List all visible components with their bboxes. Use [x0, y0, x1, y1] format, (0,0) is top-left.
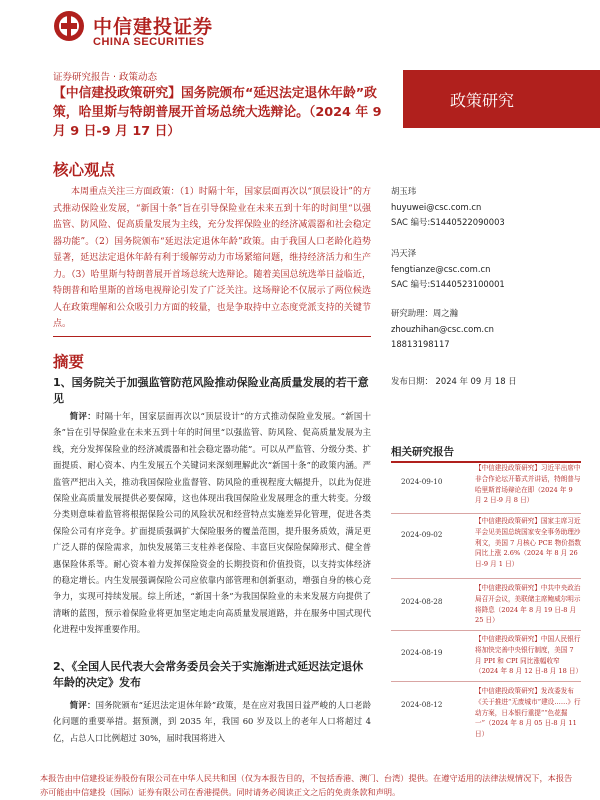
related-report-item[interactable]: [391, 583, 591, 627]
analyst-email[interactable]: fengtianze@csc.com.cn: [391, 263, 491, 274]
summary-section-2-body: 国务院颁布“延迟法定退休年龄”政策，是在应对我国日益严峻的人口老龄化问题的重要举措。据预测，到 2035 年，我国 60 岁及以上的老年人口将超过 4亿，占总人口比例超过 30%，届时我国将进入: [53, 700, 372, 743]
core-view-heading: 核心观点: [53, 161, 116, 179]
publish-date: 发布日期： 2024 年 09 月 18 日: [391, 376, 517, 386]
related-report-divider: [391, 578, 581, 579]
related-report-item[interactable]: [391, 463, 591, 507]
related-report-item[interactable]: [391, 686, 591, 739]
summary-section-1-text: [53, 408, 371, 638]
assistant-email[interactable]: zhouzhihan@csc.com.cn: [391, 323, 494, 334]
logo-text-cn: 中信建投证券: [93, 16, 214, 38]
analyst-email[interactable]: huyuwei@csc.com.cn: [391, 201, 482, 212]
related-report-title[interactable]: 【中信建投政策研究】发改委发布《关于推进“无废城市”建设……》行动方案，日本银行重提““色花掘一”（2024 年 8 月 05 日-8 月 11 日）: [475, 687, 581, 739]
category-banner-label: 政策研究: [450, 91, 515, 110]
related-report-title[interactable]: 【中信建投政策研究】中共中央政治局召开会议，美联储主席鲍威尔明示将降息（2024 年 8 月 19 日-8 月 25 日）: [475, 584, 581, 625]
company-logo: [53, 8, 223, 52]
assistant-phone: 18813198117: [391, 339, 450, 349]
related-report-title[interactable]: 【中信建投政策研究】中国人民银行将加快完善中央银行制度，美国 7 月 PPI 和 CPI 同比涨幅收窄（2024 年 8 月 12 日-8 月 18 日）: [475, 635, 583, 676]
related-report-divider: [391, 630, 581, 631]
assistant-name: 研究助理：周之瀚: [391, 308, 458, 318]
summary-section-2-heading: 2、《全国人民代表大会常务委员会关于实施渐进式延迟法定退休年龄的决定》发布: [53, 660, 364, 689]
section-divider: [53, 336, 371, 337]
analyst-name: 冯天泽: [391, 248, 417, 258]
analyst-block: [391, 184, 505, 231]
related-report-date: 2024-09-10: [401, 477, 443, 486]
related-report-divider: [391, 513, 581, 514]
summary-heading: 摘要: [53, 353, 85, 371]
comment-lead: 简评：: [69, 700, 96, 710]
related-report-date: 2024-09-02: [401, 530, 443, 539]
summary-section-2-text: [53, 697, 371, 746]
core-view-text: 本周重点关注三方面政策：（1）时隔十年，国家层面再次以“顶层设计”的方式推动保险业发展，“新国十条”旨在引导保险业在未来五到十年的时间里“以强监管、防风险、促高质量发展为主线，充分发挥保险业的经济减震器和社会稳定器功能”。（2）国务院颁布“延迟法定退休年龄”政策。由于我国人口老龄化趋势显著，延迟法定退休年龄有利于缓解劳动力市场紧缩问题，维持经济活力和生产力。（3）哈里斯与特朗普展开首场总统大选辩论。随着美国总统选举日益临近，特朗普和哈里斯的首场电视辩论引发了广泛关注。这场辩论不仅展示了两位候选人在政策理解和公众吸引力方面的较量，也是争取持中立态度党派支持的关键节点。: [53, 187, 371, 329]
related-report-title[interactable]: 【中信建投政策研究】国家主席习近平会见美国总统国家安全事务助理沙利文，美国 7 月核心 PCE 物价指数同比上涨 2.6%（2024 年 8 月 26 日-9 月 1 日）: [475, 517, 581, 569]
related-report-date: 2024-08-12: [401, 700, 443, 709]
related-report-item[interactable]: [391, 634, 591, 678]
summary-section-1-body: 时隔十年，国家层面再次以“顶层设计”的方式推动保险业发展。“新国十条”旨在引导保险业在未来五到十年的时间里“以强监管、防风险、促高质量发展为主线，充分发挥保险业的经济减震器和社会稳定器功能”。可以从严监管、分级分类、扩面提质、耐心资本、内生发展五个关键词来深刻理解此次“新国十条”的政策内涵。严监管严把出入关，推动我国保险业监督管、防风险的重视程度大幅提升，以此为促进保险业高质量发展提供必要保障，这也体现出我国保险业发展理念的重大转变。分级分类则意味着监管将根据保险公司的风险状况和经营特点实施差异化管理，促进各类保险公司有序竞争。扩面提质强调扩大保险服务的覆盖范围，提升服务质效，满足更广泛人群的保险需求，加快发展第三支柱养老保险、丰富巨灾保险保障形式、健全普惠保险体系等。耐心资本着力发挥保险资金的长期投资和价值投资，以支持实体经济的稳定增长。内生发展强调保险公司应依靠内部管理和创新驱动，增强自身的核心竞争力，实现可持续发展。综上所述，“新国十条”为我国保险业的未来发展方向提供了清晰的蓝图，预示着保险业将更加坚定地走向高质量发展道路，并在服务中国式现代化进程中发挥重要作用。: [53, 411, 372, 635]
related-reports-heading: 相关研究报告: [391, 446, 454, 458]
related-report-item[interactable]: [391, 516, 591, 572]
analyst-sac: SAC 编号:S1440523100001: [391, 279, 505, 289]
related-report-date: 2024-08-28: [401, 597, 443, 606]
report-title: 【中信建投政策研究】国务院颁布“延迟法定退休年龄”政策，哈里斯与特朗普展开首场总统大选辩论。（2024 年 9 月 9 日-9 月 17 日）: [53, 86, 382, 139]
report-series: 证券研究报告 · 政策动态: [53, 72, 158, 83]
analyst-block: [391, 246, 505, 293]
comment-lead: 简评：: [69, 411, 96, 421]
summary-section-1-heading: 1、国务院关于加强监管防范风险推动保险业高质量发展的若干意见: [53, 376, 369, 405]
disclaimer-footer: 本报告由中信建投证券股份有限公司在中华人民共和国（仅为本报告目的，不包括香港、澳门、台湾）提供。在遵守适用的法律法规情况下，本报告亦可能由中信建投（国际）证券有限公司在香港提供。同时请务必阅读正文之后的免责条款和声明。: [40, 773, 573, 797]
logo-text-en: CHINA SECURITIES: [93, 36, 205, 48]
related-report-divider: [391, 681, 581, 682]
analyst-name: 胡玉玮: [391, 186, 417, 196]
assistant-block: [391, 306, 494, 353]
related-report-title[interactable]: 【中信建投政策研究】习近平出席中非合作论坛开幕式并讲话，特朗普与哈里斯首场辩论在即（2024 年 9 月 2 日-9 月 8 日）: [475, 464, 581, 505]
analyst-sac: SAC 编号:S1440522090003: [391, 217, 505, 227]
related-report-date: 2024-08-19: [401, 648, 443, 657]
china-securities-logo-icon: [53, 10, 85, 42]
